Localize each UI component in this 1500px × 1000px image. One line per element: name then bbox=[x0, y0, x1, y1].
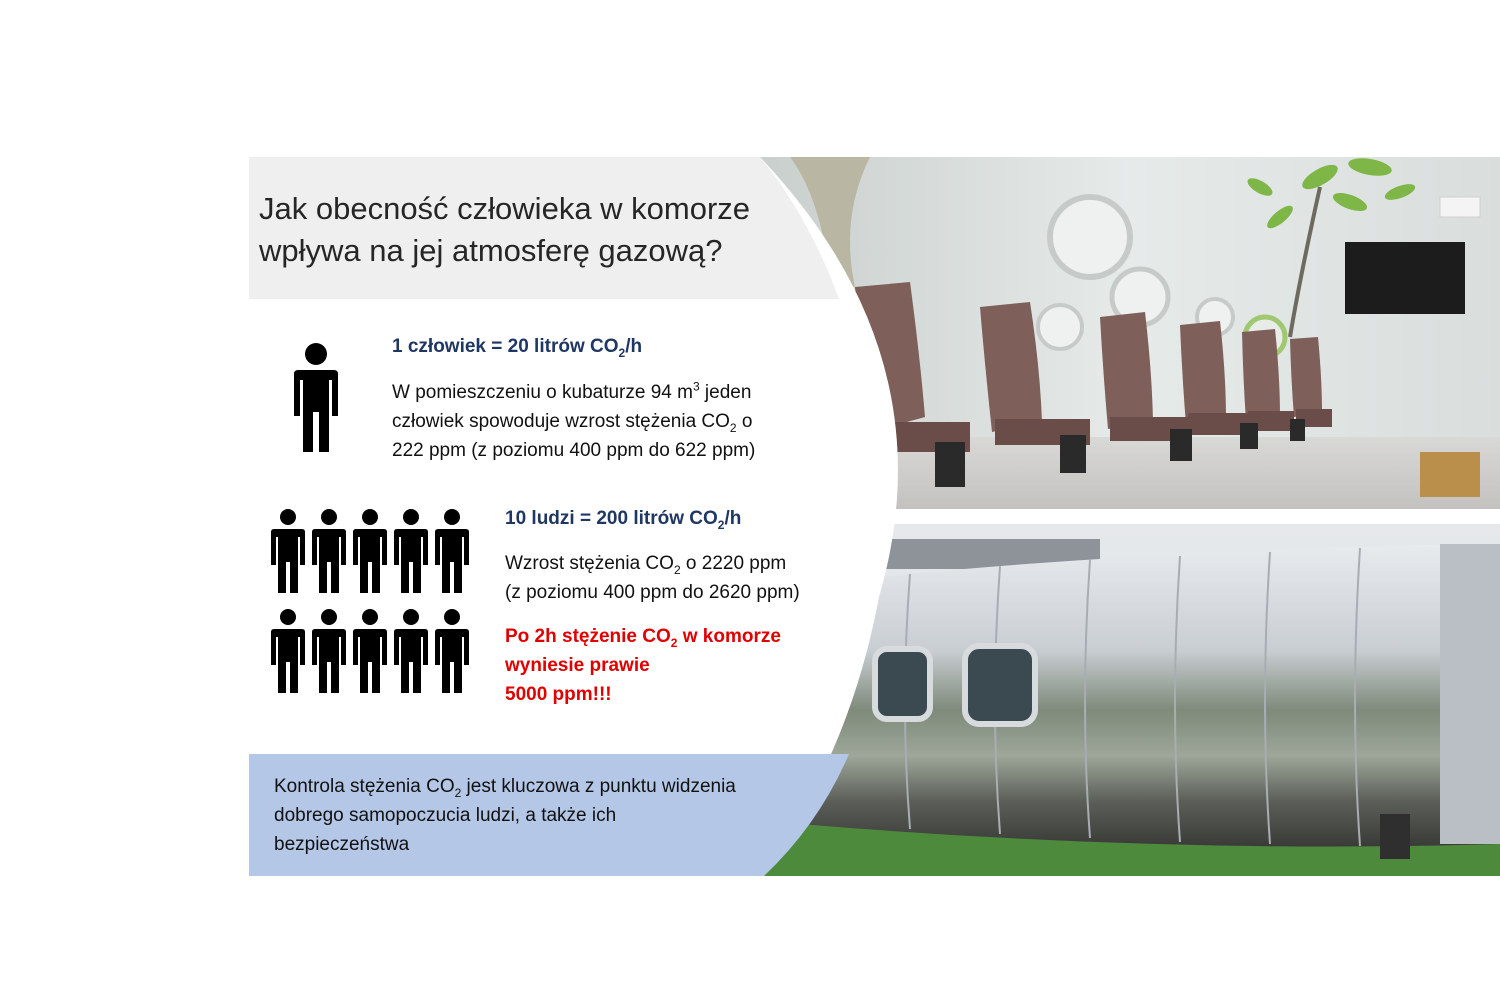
person-icon bbox=[292, 340, 340, 456]
conclusion-text: Kontrola stężenia $CO_2$ jest kluczowa z punktu widzenia dobrego samopoczucia ludzi, a także ich bezpieczeństwa bbox=[274, 776, 736, 855]
title-line-1: Jak obecność człowieka w komorze bbox=[259, 191, 751, 226]
slide-title bbox=[259, 188, 819, 272]
single-person-description: W pomieszczeniu o kubaturze 94 $m^3$ jeden człowiek spowoduje wzrost stężenia $CO_2$ o 222 ppm (z poziomu 400 ppm do 622 ppm) bbox=[392, 379, 756, 461]
single-person-heading: 1 człowiek = 20 litrów $CO_2/h$ bbox=[392, 336, 643, 360]
group-description: Wzrost stężenia $CO_2$ o 2220 ppm (z poziomu 400 ppm do 2620 ppm) bbox=[505, 553, 800, 603]
title-line-2: wpływa na jej atmosferę gazową? bbox=[259, 233, 723, 268]
group-heading: 10 ludzi = 200 litrów $CO_2/h$ bbox=[505, 508, 742, 532]
group-warning: Po 2h stężenie $CO_2$ w komorze wyniesie prawie 5000 ppm!!! bbox=[505, 626, 781, 705]
group-of-people-icon bbox=[270, 507, 474, 699]
